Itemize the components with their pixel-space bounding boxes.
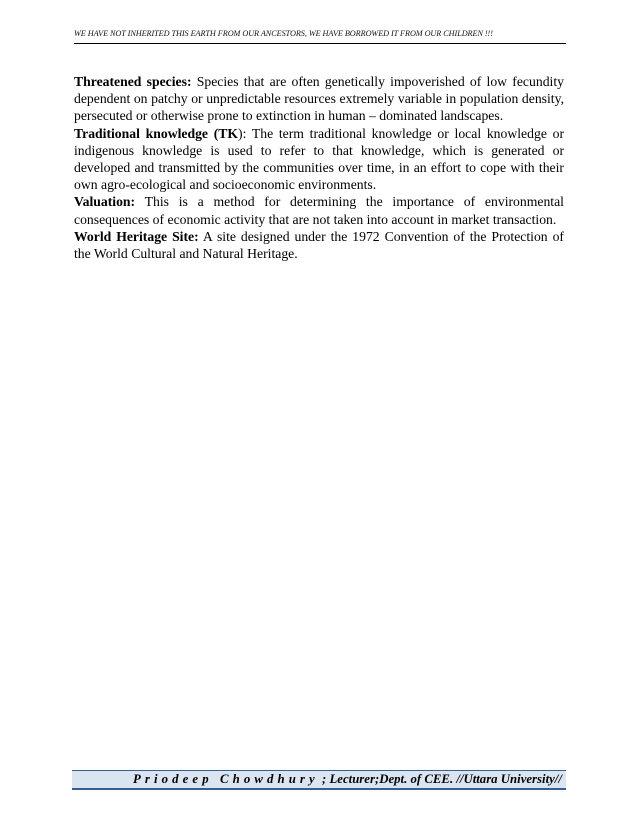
entry-term: Valuation: bbox=[74, 194, 136, 210]
entry-term: Threatened species: bbox=[74, 74, 192, 89]
glossary-body bbox=[74, 73, 564, 262]
running-header: WE HAVE NOT INHERITED THIS EARTH FROM OUR ANCESTORS, WE HAVE BORROWED IT FROM OUR CHILDREN !!! bbox=[74, 29, 493, 38]
entry-term: World Heritage Site: bbox=[74, 228, 199, 244]
glossary-entry-world-heritage-site bbox=[74, 228, 564, 262]
author-name: Priodeep Chowdhury bbox=[133, 772, 319, 786]
page-footer bbox=[72, 770, 566, 790]
glossary-entry-valuation bbox=[74, 193, 564, 227]
author-affiliation: ; Lecturer;Dept. of CEE. //Uttara University// bbox=[318, 772, 562, 786]
glossary-entry-traditional-knowledge bbox=[74, 125, 564, 194]
entry-definition: ): The term traditional knowledge or local knowledge or indigenous knowledge is used to refer to that knowledge, which is generated or developed and transmitted by the communities over time, in an effort to cope with their own agro-ecological and socioeconomic environments. bbox=[74, 125, 565, 193]
entry-definition: This is a method for determining the importance of environmental consequences of economic activity that are not taken into account in market transaction. bbox=[74, 194, 564, 227]
footer-text bbox=[133, 772, 562, 787]
glossary-entry-threatened-species bbox=[74, 73, 564, 125]
entry-term: Traditional knowledge (TK bbox=[74, 125, 239, 141]
entry-definition: A site designed under the 1972 Convention of the Protection of the World Cultural and Natural Heritage. bbox=[74, 228, 564, 262]
header-rule bbox=[74, 43, 566, 44]
entry-definition: Species that are often genetically impoverished of low fecundity dependent on patchy or unpredictable resources extremely variable in population density, persecuted or otherwise prone to extinction in human – dominated landscapes. bbox=[74, 74, 564, 124]
